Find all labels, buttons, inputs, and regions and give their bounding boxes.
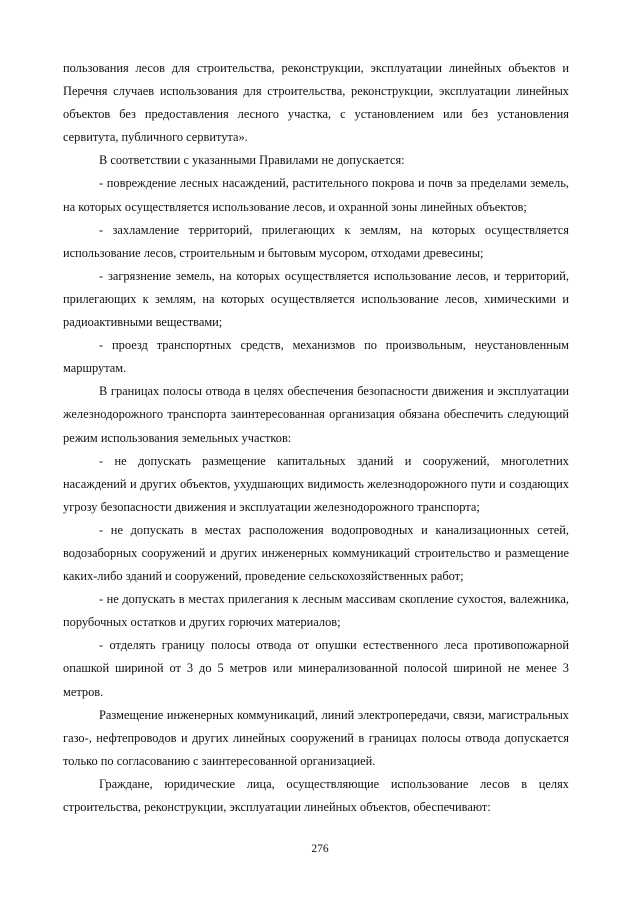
list-item-no-construction-near-utilities: - не допускать в местах расположения водопроводных и канализационных сетей, водозаборных сооружений и других инженерных коммуникаций строительство и размещение каких-либо зданий и сооружений, проведение сельскохозяйственных работ; bbox=[63, 522, 569, 584]
page-number: 276 bbox=[311, 843, 329, 855]
paragraph-intro-prohibitions: В соответствии с указанными Правилами не допускается: bbox=[99, 153, 405, 168]
list-item-pollution: - загрязнение земель, на которых осуществляется использование лесов, и территорий, прилегающих к землям, на которых осуществляется использование лесов, химическими и радиоактивными веществами; bbox=[63, 268, 569, 330]
paragraph-continuation: пользования лесов для строительства, реконструкции, эксплуатации линейных объектов и Перечня случаев использования для строительства, реконструкции, эксплуатации линейных объектов без предоставления лесного участка, с установлением или без установления сервитута, публичного сервитута». bbox=[63, 61, 569, 145]
list-item-no-deadwood: - не допускать в местах прилегания к лесным массивам скопление сухостоя, валежника, порубочных остатков и других горючих материалов; bbox=[63, 592, 569, 630]
list-item-firebreak: - отделять границу полосы отвода от опушки естественного леса противопожарной опашкой шириной от 3 до 5 метров или минерализованной полосой шириной не менее 3 метров. bbox=[63, 638, 569, 699]
body-text bbox=[63, 57, 569, 819]
paragraph-utilities-placement: Размещение инженерных коммуникаций, линий электропередачи, связи, магистральных газо-, нефтепроводов и других линейных сооружений в границах полосы отвода допускается только по согласованию с заинтересованной организацией. bbox=[63, 707, 569, 768]
paragraph-right-of-way: В границах полосы отвода в целях обеспечения безопасности движения и эксплуатации железнодорожного транспорта заинтересованная организация обязана обеспечить следующий режим использования земельных участков: bbox=[63, 384, 569, 445]
list-item-no-buildings: - не допускать размещение капитальных зданий и сооружений, многолетних насаждений и других объектов, ухудшающих видимость железнодорожного пути и создающих угрозу безопасности движения и эксплуатации железнодорожного транспорта; bbox=[63, 453, 569, 514]
paragraph-citizens-obligations: Граждане, юридические лица, осуществляющие использование лесов в целях строительства, реконструкции, эксплуатации линейных объектов, обеспечивают: bbox=[63, 776, 569, 814]
list-item-damage: - повреждение лесных насаждений, растительного покрова и почв за пределами земель, на которых осуществляется использование лесов, и охранной зоны линейных объектов; bbox=[63, 176, 569, 214]
list-item-littering: - захламление территорий, прилегающих к землям, на которых осуществляется использование лесов, строительным и бытовым мусором, отходами древесины; bbox=[63, 222, 569, 260]
list-item-vehicle-passage: - проезд транспортных средств, механизмов по произвольным, неустановленным маршрутам. bbox=[63, 338, 569, 376]
